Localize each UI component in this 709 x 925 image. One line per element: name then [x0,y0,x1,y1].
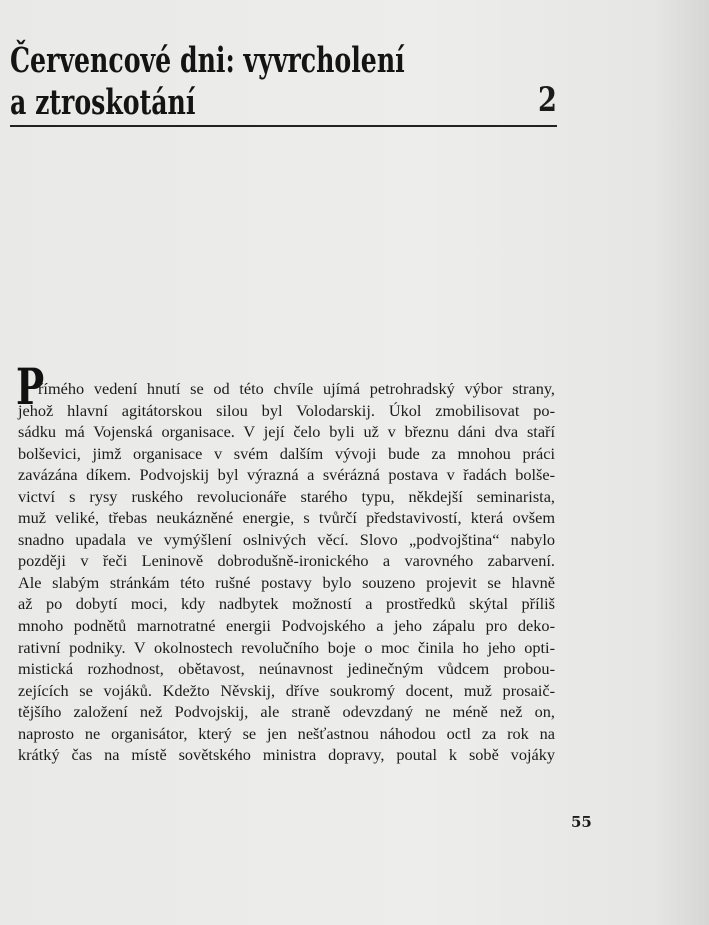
text-line: jehož hlavní agitátorskou silou byl Volodarskij. Úkol zmobilisovat po- [18,400,555,420]
text-line: později v řeči Leninově dobrodušně-ironického a varovného zabarvení. [18,551,555,571]
text-line: muž veliké, třebas neukázněné energie, s tvůrčí představivostí, která ovšem [18,508,555,528]
chapter-title-line-1: Červencové dni: vyvrcholení [10,40,405,81]
drop-cap: P [16,357,45,416]
title-rule [10,125,557,127]
chapter-number: 2 [538,80,557,120]
text-line: krátký čas na místě sovětského ministra dopravy, poutal k sobě vojáky [18,745,555,765]
text-line: římého vedení hnutí se od této chvíle ujímá petrohradský výbor strany, [38,379,555,398]
text-line: bolševici, jimž organisace v svém dalším vývoji bude za mnohou práci [18,443,555,463]
text-line: victví s rysy ruského revolucionáře starého typu, někdejší seminarista, [18,486,555,506]
text-line: mistická rozhodnost, obětavost, neúnavnost jedinečným vůdcem probou- [18,659,555,679]
page-number: 55 [571,813,592,831]
text-line: rativní podniky. V okolnostech revolučního boje o moc činila ho jeho opti- [18,637,555,657]
text-line: mnoho podnětů marnotratné energii Podvojského a jeho zápalu pro deko- [18,616,555,636]
text-line: snadno upadala ve vymýšlení oslnivých věcí. Slovo „podvojština“ nabylo [18,529,555,549]
body-text [18,378,555,766]
text-line: zejících se vojáků. Kdežto Něvskij, dříve soukromý docent, muž prosaič- [18,680,555,700]
text-line: tějšího založení než Podvojskij, ale straně odevzdaný ne méně než on, [18,702,555,722]
text-line: až po dobytí moci, kdy nadbytek možností a prostředků skýtal příliš [18,594,555,614]
text-line: naprosto ne organisátor, který se jen nešťastnou náhodou octl za rok na [18,723,555,743]
text-line: Ale slabým stránkám této rušné postavy bylo souzeno projevit se hlavně [18,572,555,592]
chapter-title-line-2: a ztroskotání [10,82,196,123]
text-line: zavázána díkem. Podvojskij byl výrazná a svérázná postava v řadách bolše- [18,465,555,485]
text-line: sádku má Vojenská organisace. V její čelo byli už v březnu dáni dva staří [18,422,555,442]
